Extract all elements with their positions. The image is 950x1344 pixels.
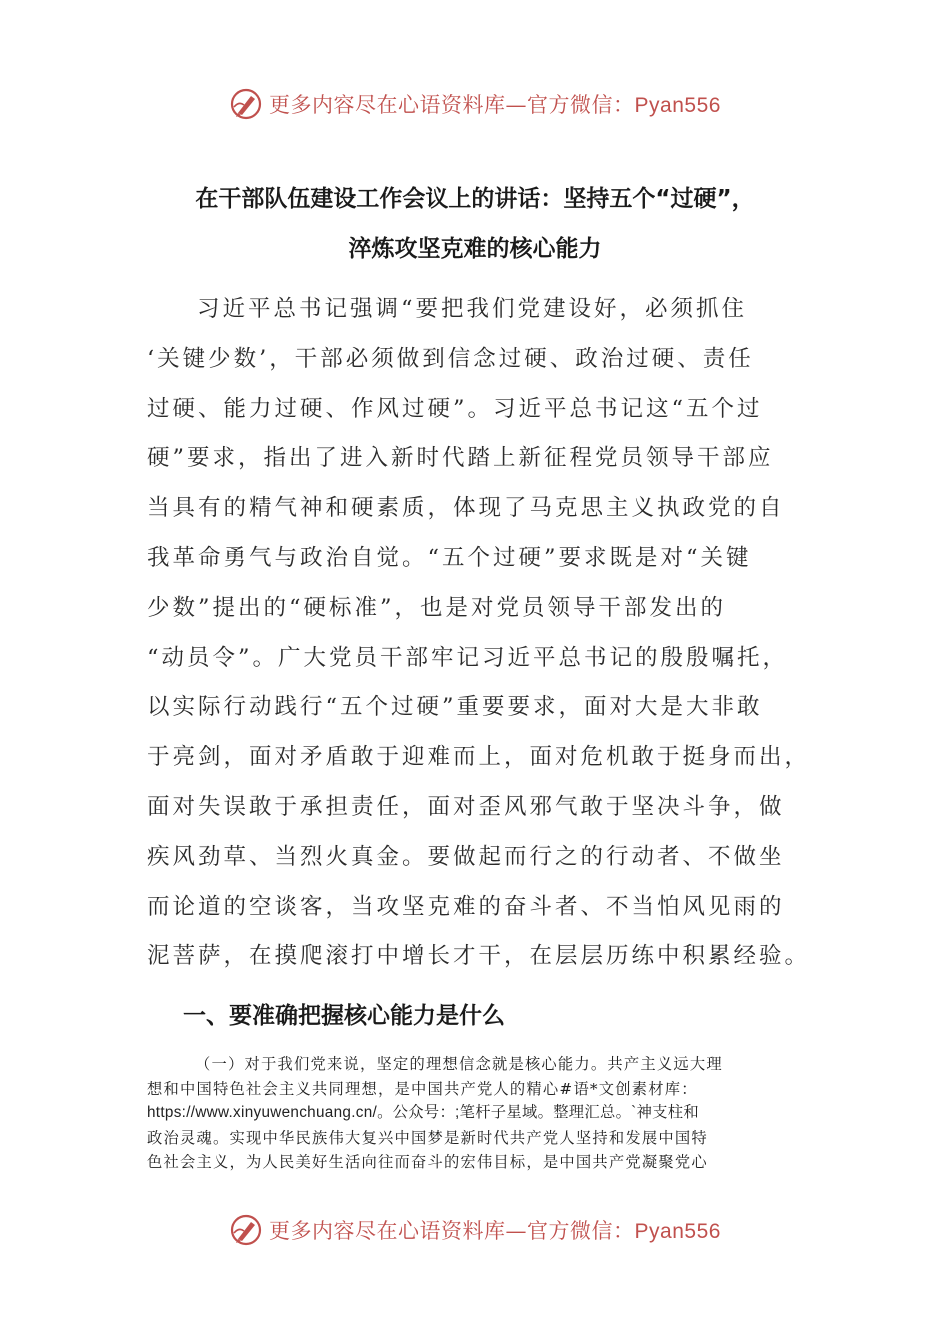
header-watermark	[0, 84, 950, 124]
body-line: 过硬、能力过硬、作风过硬”。习近平总书记这“五个过	[147, 395, 763, 422]
body-line: “动员令”。广大党员干部牢记习近平总书记的殷殷嘱托，	[147, 644, 789, 671]
body-line: 少数”提出的“硬标准”，也是对党员领导干部发出的	[147, 594, 727, 621]
pen-nib-logo-icon	[229, 87, 263, 121]
section-line-url: https://www.xinyuwenchuang.cn/。公众号：;笔杆子星域。整理汇总。`神支柱和	[147, 1104, 699, 1122]
watermark-text-en: Pyan556	[634, 94, 721, 117]
body-line: 疾风劲草、当烈火真金。要做起而行之的行动者、不做坐	[147, 843, 785, 870]
watermark-text-cn: 更多内容尽在心语资料库—官方微信：	[269, 1219, 635, 1243]
body-line: 我革命勇气与政治自觉。“五个过硬”要求既是对“关键	[147, 544, 752, 571]
body-line: 硬”要求，指出了进入新时代踏上新征程党员领导干部应	[147, 445, 774, 472]
body-line: 当具有的精气神和硬素质，体现了马克思主义执政党的自	[147, 495, 785, 522]
watermark-text	[269, 1215, 721, 1245]
document-title-line2: 淬炼攻坚克难的核心能力	[348, 236, 602, 262]
body-line: ‘关键少数’，干部必须做到信念过硬、政治过硬、责任	[147, 345, 754, 372]
section-line: 想和中国特色社会主义共同理想，是中国共产党人的精心#语*文创素材库：	[147, 1079, 698, 1098]
watermark-text	[269, 89, 721, 119]
body-paragraph	[147, 285, 811, 982]
section-line: 色社会主义，为人民美好生活向往而奋斗的宏伟目标，是中国共产党凝聚党心	[147, 1153, 708, 1172]
section-heading: 一、要准确把握核心能力是什么	[183, 1003, 505, 1029]
body-line: 习近平总书记强调“要把我们党建设好，必须抓住	[197, 296, 748, 322]
section-paragraph	[147, 1052, 807, 1175]
body-line: 于亮剑，面对矛盾敢于迎难而上，面对危机敢于挺身而出，	[147, 744, 811, 771]
watermark-text-cn: 更多内容尽在心语资料库—官方微信：	[269, 93, 635, 117]
pen-nib-logo-icon	[229, 1213, 263, 1247]
body-line: 面对失误敢于承担责任，面对歪风邪气敢于坚决斗争，做	[147, 793, 785, 820]
section-line: （一）对于我们党来说，坚定的理想信念就是核心能力。共产主义远大理	[195, 1055, 723, 1073]
footer-watermark	[0, 1210, 950, 1250]
document-title-line1: 在干部队伍建设工作会议上的讲话：坚持五个“过硬”，	[195, 186, 755, 212]
body-line: 泥菩萨，在摸爬滚打中增长才干，在层层历练中积累经验。	[147, 943, 811, 970]
body-line: 以实际行动践行“五个过硬”重要要求，面对大是大非敢	[147, 694, 763, 721]
body-line: 而论道的空谈客，当攻坚克难的奋斗者、不当怕风见雨的	[147, 893, 785, 920]
section-line: 政治灵魂。实现中华民族伟大复兴中国梦是新时代共产党人坚持和发展中国特	[147, 1128, 708, 1147]
watermark-text-en: Pyan556	[634, 1220, 721, 1243]
